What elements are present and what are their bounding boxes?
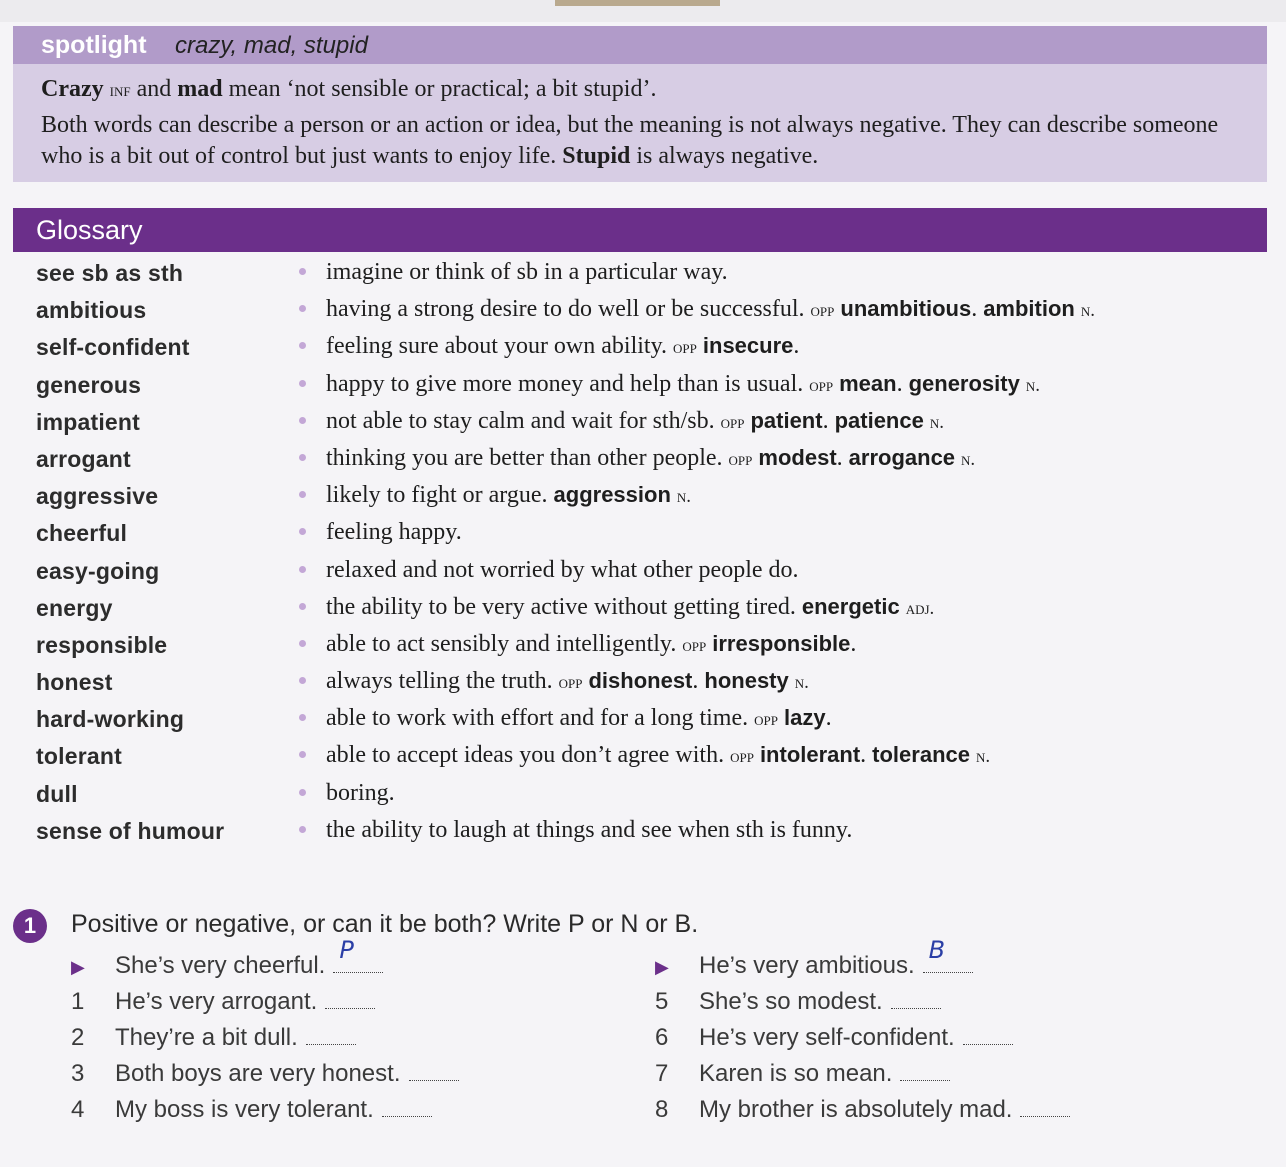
- definition-text: the ability to laugh at things and see when sth is funny.: [326, 816, 853, 843]
- exercise-instruction: Positive or negative, or can it be both? Write P or N or B.: [71, 910, 699, 938]
- definition-text: feeling happy.: [326, 519, 462, 546]
- item-sentence: She’s very cheerful.: [115, 952, 326, 979]
- item-number: 6: [655, 1024, 669, 1051]
- word-crazy: Crazy: [41, 76, 104, 102]
- handwritten-answer: P: [339, 936, 354, 964]
- glossary-row: [13, 258, 1267, 295]
- related-word: generosity: [908, 370, 1020, 396]
- glossary-definition: [326, 557, 799, 584]
- bullet-icon: [299, 528, 306, 535]
- item-sentence: She’s so modest.: [699, 988, 883, 1015]
- definition-text: feeling sure about your own ability.: [326, 333, 668, 360]
- glossary-row: [13, 332, 1267, 369]
- answer-blank[interactable]: [963, 1024, 1013, 1045]
- glossary-row: [13, 630, 1267, 667]
- glossary-definition: [326, 594, 934, 621]
- word-stupid: Stupid: [562, 143, 631, 169]
- definition-text: able to act sensibly and intelligently.: [326, 630, 677, 657]
- glossary-term: generous: [36, 371, 142, 398]
- exercise-item: [71, 988, 651, 1024]
- glossary-term: cheerful: [36, 520, 128, 547]
- and-text: and: [130, 76, 178, 102]
- spotlight-body: [41, 74, 1256, 176]
- definition-text: boring.: [326, 779, 395, 806]
- glossary-row: [13, 593, 1267, 630]
- bullet-icon: [299, 380, 306, 387]
- glossary-definition: able to accept ideas you don’t agree with. opp intolerant. tolerance n.: [326, 742, 991, 769]
- item-sentence: Karen is so mean.: [699, 1060, 893, 1087]
- glossary-row: [13, 779, 1267, 816]
- opp-label: opp: [728, 448, 753, 470]
- bullet-icon: [299, 417, 306, 424]
- bullet-icon: [299, 789, 306, 796]
- top-strip: [0, 0, 1286, 22]
- exercise-item: [655, 1060, 1235, 1096]
- exercise-item: [71, 1024, 651, 1060]
- answer-blank[interactable]: [333, 936, 383, 973]
- glossary-row: [13, 816, 1267, 853]
- glossary-row: [13, 667, 1267, 704]
- opposite-word: intolerant: [759, 742, 861, 768]
- part-of-speech: n.: [794, 672, 809, 694]
- definition-text: having a strong desire to do well or be successful.: [326, 296, 805, 323]
- answer-blank[interactable]: [900, 1060, 950, 1081]
- glossary-definition: able to act sensibly and intelligently. opp irresponsible.: [326, 630, 857, 657]
- related-word: energetic: [801, 593, 900, 619]
- opp-label: opp: [673, 337, 697, 359]
- glossary-term: see sb as sth: [36, 260, 184, 286]
- item-sentence: He’s very arrogant.: [115, 988, 318, 1015]
- glossary-row: [13, 407, 1267, 444]
- definition-text: able to accept ideas you don’t agree with.: [326, 742, 725, 769]
- exercise-item: [71, 1096, 651, 1132]
- word-mad: mad: [177, 76, 223, 102]
- glossary: [13, 208, 1267, 860]
- definition-text: relaxed and not worried by what other people do.: [326, 556, 799, 583]
- exercise-item: [71, 936, 651, 988]
- spotlight-paragraph-1: [41, 74, 1256, 106]
- glossary-row: [13, 704, 1267, 741]
- opposite-word: lazy: [783, 705, 826, 731]
- glossary-row: [13, 444, 1267, 481]
- glossary-term: responsible: [36, 631, 168, 658]
- related-word: tolerance: [872, 742, 970, 768]
- inf-label: inf: [109, 80, 131, 101]
- answer-blank[interactable]: [891, 988, 941, 1009]
- item-number: 7: [655, 1060, 669, 1087]
- glossary-term: aggressive: [36, 483, 159, 510]
- glossary-definition: [326, 482, 691, 509]
- bullet-icon: [299, 826, 306, 833]
- spotlight-tag: spotlight: [41, 31, 147, 59]
- paragraph-2-end: is always negative.: [630, 143, 819, 169]
- glossary-row: [13, 481, 1267, 518]
- item-sentence: He’s very self-confident.: [699, 1024, 955, 1051]
- answer-blank[interactable]: [325, 988, 375, 1009]
- answer-blank[interactable]: [1020, 1096, 1070, 1117]
- item-number: 2: [71, 1024, 85, 1051]
- bullet-icon: [299, 640, 306, 647]
- exercise-item: [655, 988, 1235, 1024]
- glossary-definition: always telling the truth. opp dishonest. honesty n.: [326, 668, 809, 695]
- glossary-term: easy-going: [36, 557, 160, 584]
- opposite-word: modest: [758, 444, 837, 470]
- spotlight-header: [13, 26, 1267, 64]
- glossary-definition: happy to give more money and help than is usual. opp mean. generosity n.: [326, 370, 1040, 397]
- definition-text: not able to stay calm and wait for sth/sb.: [326, 407, 715, 434]
- part-of-speech: n.: [929, 411, 944, 433]
- bullet-icon: [299, 268, 306, 275]
- definition-text: happy to give more money and help than is usual.: [326, 370, 804, 397]
- bullet-icon: [299, 454, 306, 461]
- glossary-title: Glossary: [36, 215, 143, 245]
- exercise-item: [71, 1060, 651, 1096]
- opposite-word: irresponsible: [712, 630, 851, 656]
- opp-label: opp: [720, 411, 745, 433]
- bullet-icon: [299, 677, 306, 684]
- definition-text: likely to fight or argue.: [326, 482, 548, 509]
- glossary-definition: able to work with effort and for a long time. opp lazy.: [326, 705, 832, 732]
- related-word: aggression: [553, 482, 671, 508]
- related-word: arrogance: [848, 444, 956, 470]
- glossary-definition: having a strong desire to do well or be successful. opp unambitious. ambition n.: [326, 296, 1095, 323]
- glossary-definition: feeling sure about your own ability. opp insecure.: [326, 333, 800, 360]
- part-of-speech: adj.: [905, 597, 935, 619]
- opp-label: opp: [730, 746, 754, 768]
- opposite-word: insecure: [702, 333, 794, 359]
- glossary-row: [13, 741, 1267, 778]
- item-sentence: My brother is absolutely mad.: [699, 1096, 1013, 1123]
- exercise-left-column: [71, 936, 651, 1132]
- exercise-item: [655, 936, 1235, 988]
- bullet-icon: [299, 603, 306, 610]
- part-of-speech: n.: [1080, 300, 1095, 322]
- related-word: honesty: [704, 668, 789, 694]
- handwritten-answer: B: [928, 936, 946, 964]
- item-sentence: He’s very ambitious.: [699, 952, 915, 979]
- item-sentence: Both boys are very honest.: [115, 1060, 401, 1087]
- bullet-icon: [299, 751, 306, 758]
- glossary-row: [13, 556, 1267, 593]
- glossary-definition: [326, 817, 852, 844]
- glossary-row: [13, 518, 1267, 555]
- exercise-1: [13, 900, 1267, 1140]
- item-sentence: They’re a bit dull.: [115, 1024, 298, 1051]
- definition-text: the ability to be very active without getting tired.: [326, 593, 796, 620]
- paragraph-1-rest: mean ‘not sensible or practical; a bit stupid’.: [222, 76, 657, 102]
- bullet-icon: [299, 714, 306, 721]
- glossary-term: energy: [36, 594, 113, 621]
- opposite-word: dishonest: [588, 668, 693, 694]
- spotlight-paragraph-2: [41, 110, 1256, 172]
- answer-blank[interactable]: [923, 936, 973, 973]
- glossary-term: arrogant: [36, 445, 131, 472]
- definition-text: thinking you are better than other people.: [326, 444, 723, 471]
- bullet-icon: [299, 566, 306, 573]
- definition-text: always telling the truth.: [326, 668, 553, 695]
- item-number: 8: [655, 1096, 669, 1123]
- glossary-definition: [326, 259, 728, 286]
- related-word: patience: [834, 407, 924, 433]
- part-of-speech: n.: [1025, 374, 1040, 396]
- item-sentence: My boss is very tolerant.: [115, 1096, 374, 1123]
- part-of-speech: n.: [676, 486, 692, 508]
- glossary-row: [13, 295, 1267, 332]
- bullet-icon: [299, 342, 306, 349]
- glossary-term: sense of humour: [36, 817, 225, 844]
- glossary-term: ambitious: [36, 297, 147, 324]
- opp-label: opp: [754, 709, 778, 731]
- glossary-term: tolerant: [36, 743, 122, 770]
- glossary-definition: [326, 519, 462, 546]
- opposite-word: patient: [750, 407, 823, 433]
- answer-blank[interactable]: [382, 1096, 432, 1117]
- glossary-term: honest: [36, 669, 113, 696]
- glossary-term: dull: [36, 780, 78, 807]
- glossary-definition: thinking you are better than other people. opp modest. arrogance n.: [326, 444, 976, 471]
- definition-text: able to work with effort and for a long time.: [326, 705, 749, 732]
- exercise-item: [655, 1096, 1235, 1132]
- example-arrow-icon: ▶: [71, 957, 85, 977]
- opposite-word: unambitious: [840, 296, 972, 322]
- item-number: 1: [71, 988, 85, 1015]
- answer-blank[interactable]: [409, 1060, 459, 1081]
- part-of-speech: n.: [976, 746, 991, 768]
- exercise-item: [655, 1024, 1235, 1060]
- opp-label: opp: [809, 374, 834, 396]
- glossary-definition: [326, 780, 395, 807]
- paragraph-2-text: Both words can describe a person or an action or idea, but the meaning is not always negative. They can describe someone who is a bit out of control but just wants to enjoy life.: [41, 112, 1219, 169]
- glossary-definition: not able to stay calm and wait for sth/sb. opp patient. patience n.: [326, 407, 944, 434]
- item-number: 3: [71, 1060, 85, 1087]
- glossary-row: [13, 370, 1267, 407]
- example-arrow-icon: ▶: [655, 957, 669, 977]
- opp-label: opp: [558, 672, 583, 694]
- spotlight-title: crazy, mad, stupid: [175, 32, 368, 59]
- glossary-term: hard-working: [36, 706, 185, 733]
- answer-blank[interactable]: [306, 1024, 356, 1045]
- related-word: ambition: [983, 296, 1075, 322]
- photo-edge: [555, 0, 720, 6]
- spotlight-box: [13, 26, 1267, 182]
- definition-text: imagine or think of sb in a particular way.: [326, 259, 728, 285]
- glossary-header: [13, 208, 1267, 252]
- glossary-term: self-confident: [36, 334, 190, 361]
- exercise-right-column: [655, 936, 1235, 1132]
- opposite-word: mean: [839, 370, 897, 396]
- item-number: 5: [655, 988, 669, 1015]
- bullet-icon: [299, 491, 306, 498]
- item-number: 4: [71, 1096, 85, 1123]
- bullet-icon: [299, 305, 306, 312]
- glossary-term: impatient: [36, 408, 141, 435]
- opp-label: opp: [810, 300, 835, 322]
- glossary-list: [13, 258, 1267, 853]
- part-of-speech: n.: [961, 448, 976, 470]
- opp-label: opp: [682, 634, 707, 656]
- exercise-number: 1: [13, 909, 47, 943]
